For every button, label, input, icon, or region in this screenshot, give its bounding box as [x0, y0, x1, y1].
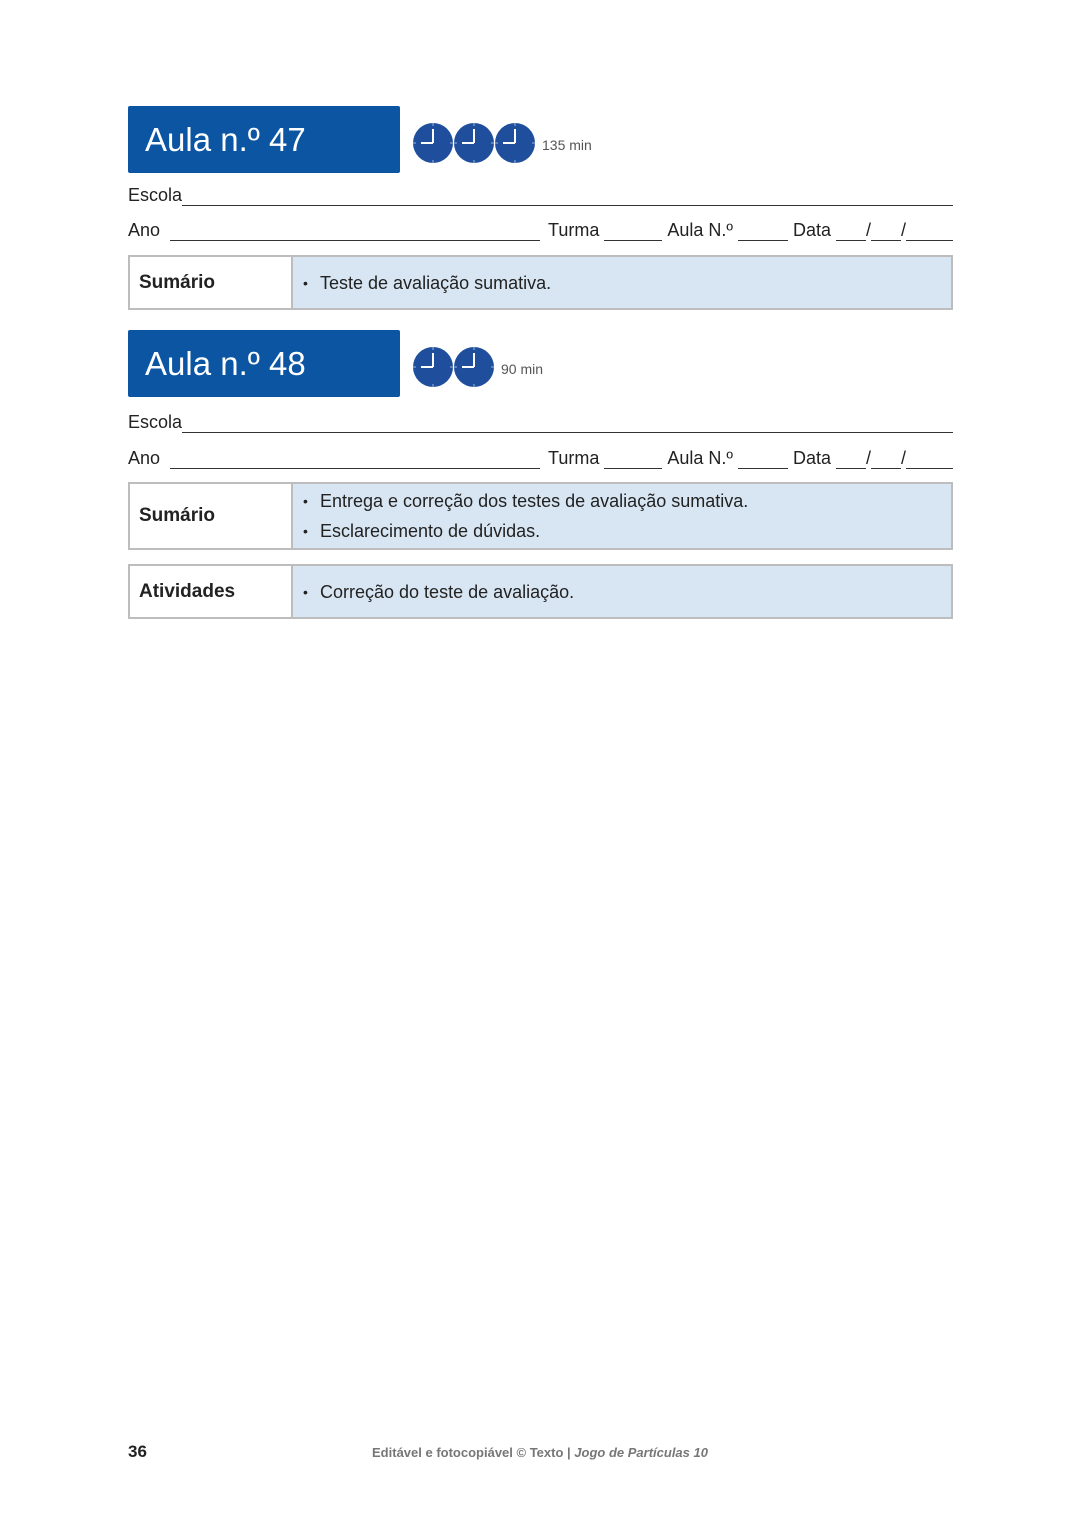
data-label: Data	[792, 220, 832, 240]
lesson-header	[128, 330, 953, 398]
sumario-label: Sumário	[130, 257, 293, 308]
lesson-title: Aula n.º 48	[128, 330, 400, 397]
ano-field[interactable]	[170, 222, 540, 241]
aula-no-field[interactable]	[738, 222, 788, 241]
data-month-field[interactable]	[871, 222, 901, 241]
sumario-box	[128, 255, 953, 310]
clock-icon	[412, 122, 454, 164]
clock-icon	[453, 346, 495, 388]
clock-icon	[453, 122, 495, 164]
data-month-field[interactable]	[871, 450, 901, 469]
ano-row	[128, 441, 953, 469]
footer-separator: |	[567, 1445, 571, 1460]
aula-no-field[interactable]	[738, 450, 788, 469]
list-item: • Correção do teste de avaliação.	[303, 581, 575, 602]
sumario-label: Sumário	[130, 484, 293, 548]
date-slash: /	[901, 448, 907, 468]
ano-row	[128, 213, 953, 241]
atividades-label: Atividades	[130, 566, 293, 617]
sumario-content	[293, 484, 951, 548]
turma-field[interactable]	[604, 222, 662, 241]
list-item: • Esclarecimento de dúvidas.	[303, 521, 541, 541]
duration-indicator	[412, 346, 543, 388]
footer-credit	[0, 1445, 1080, 1460]
list-item: • Teste de avaliação sumativa.	[303, 272, 552, 293]
clock-icon	[494, 122, 536, 164]
escola-row	[128, 405, 953, 433]
aula-no-label: Aula N.º	[667, 220, 733, 240]
data-day-field[interactable]	[836, 450, 866, 469]
aula-no-label: Aula N.º	[667, 448, 733, 468]
duration-label: 135 min	[542, 137, 592, 153]
escola-field[interactable]	[182, 187, 953, 206]
clock-icon	[412, 346, 454, 388]
ano-label: Ano	[128, 448, 161, 468]
atividades-box	[128, 564, 953, 619]
lesson-header	[128, 106, 953, 174]
footer-book-title: Jogo de Partículas 10	[574, 1445, 708, 1460]
escola-label: Escola	[128, 185, 183, 205]
data-label: Data	[792, 448, 832, 468]
escola-row	[128, 178, 953, 206]
turma-label: Turma	[548, 448, 600, 468]
data-year-field[interactable]	[906, 222, 953, 241]
sumario-content	[293, 257, 951, 308]
page-number: 36	[128, 1442, 147, 1461]
date-slash: /	[866, 220, 872, 240]
list-item: • Entrega e correção dos testes de avaliação sumativa.	[303, 491, 749, 511]
sumario-box	[128, 482, 953, 550]
footer-copyright: Editável e fotocopiável © Texto	[372, 1445, 564, 1460]
date-slash: /	[901, 220, 907, 240]
duration-indicator	[412, 122, 592, 164]
ano-label: Ano	[128, 220, 161, 240]
turma-label: Turma	[548, 220, 600, 240]
turma-field[interactable]	[604, 450, 662, 469]
data-year-field[interactable]	[906, 450, 953, 469]
data-day-field[interactable]	[836, 222, 866, 241]
date-slash: /	[866, 448, 872, 468]
duration-label: 90 min	[501, 361, 544, 377]
escola-field[interactable]	[182, 414, 953, 433]
ano-field[interactable]	[170, 450, 540, 469]
escola-label: Escola	[128, 412, 183, 432]
lesson-title: Aula n.º 47	[128, 106, 400, 173]
atividades-content	[293, 566, 951, 617]
lesson-48	[128, 330, 953, 619]
lesson-47	[128, 106, 953, 310]
